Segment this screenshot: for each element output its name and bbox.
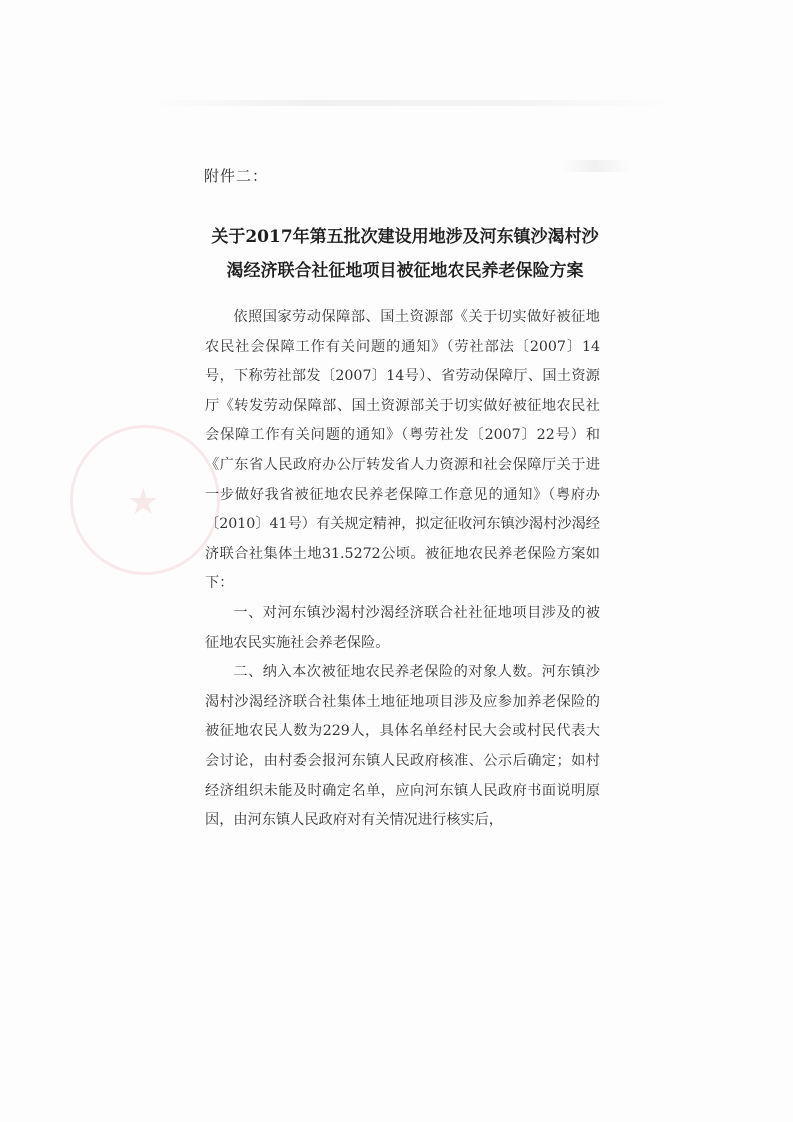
attachment-label: 附件二： [204,167,269,185]
document-body [205,303,600,836]
paragraph-item-2: 二、纳入本次被征地农民养老保险的对象人数。河东镇沙渴村沙渴经济联合社集体土地征地项目涉及应参加养老保险的被征地农民人数为229人，具体名单经村民大会或村民代表大会讨论，由村委会报河东镇人民政府核准、公示后确定；如村经济组织未能及时确定名单，应向河东镇人民政府书面说明原因，由河东镇人民政府对有关情况进行核实后， [205,664,600,829]
title-line-2: 渴经济联合社征地项目被征地农民养老保险方案 [226,261,584,281]
scan-shadow [150,100,670,106]
paragraph-item-1: 一、对河东镇沙渴村沙渴经济联合社社征地项目涉及的被征地农民实施社会养老保险。 [205,604,600,651]
seal-star-icon: ★ [127,482,160,523]
scan-shadow [560,160,630,172]
title-line-1: 关于2017年第五批次建设用地涉及河东镇沙渴村沙 [211,227,599,247]
paragraph-intro: 依照国家劳动保障部、国土资源部《关于切实做好被征地农民社会保障工作有关问题的通知》（劳社部法〔2007〕14号，下称劳社部发〔2007〕14号）、省劳动保障厅、国土资源厅《转发劳动保障部、国土资源部关于切实做好被征地农民社会保障工作有关问题的通知》（粤劳社发〔2007〕22号）和《广东省人民政府办公厅转发省人力资源和社会保障厅关于进一步做好我省被征地农民养老保障工作意见的通知》（粤府办〔2010〕41号）有关规定精神，拟定征收河东镇沙渴村沙渴经济联合社集体土地31.5272公顷。被征地农民养老保险方案如下： [205,309,600,592]
document-title [170,220,640,288]
